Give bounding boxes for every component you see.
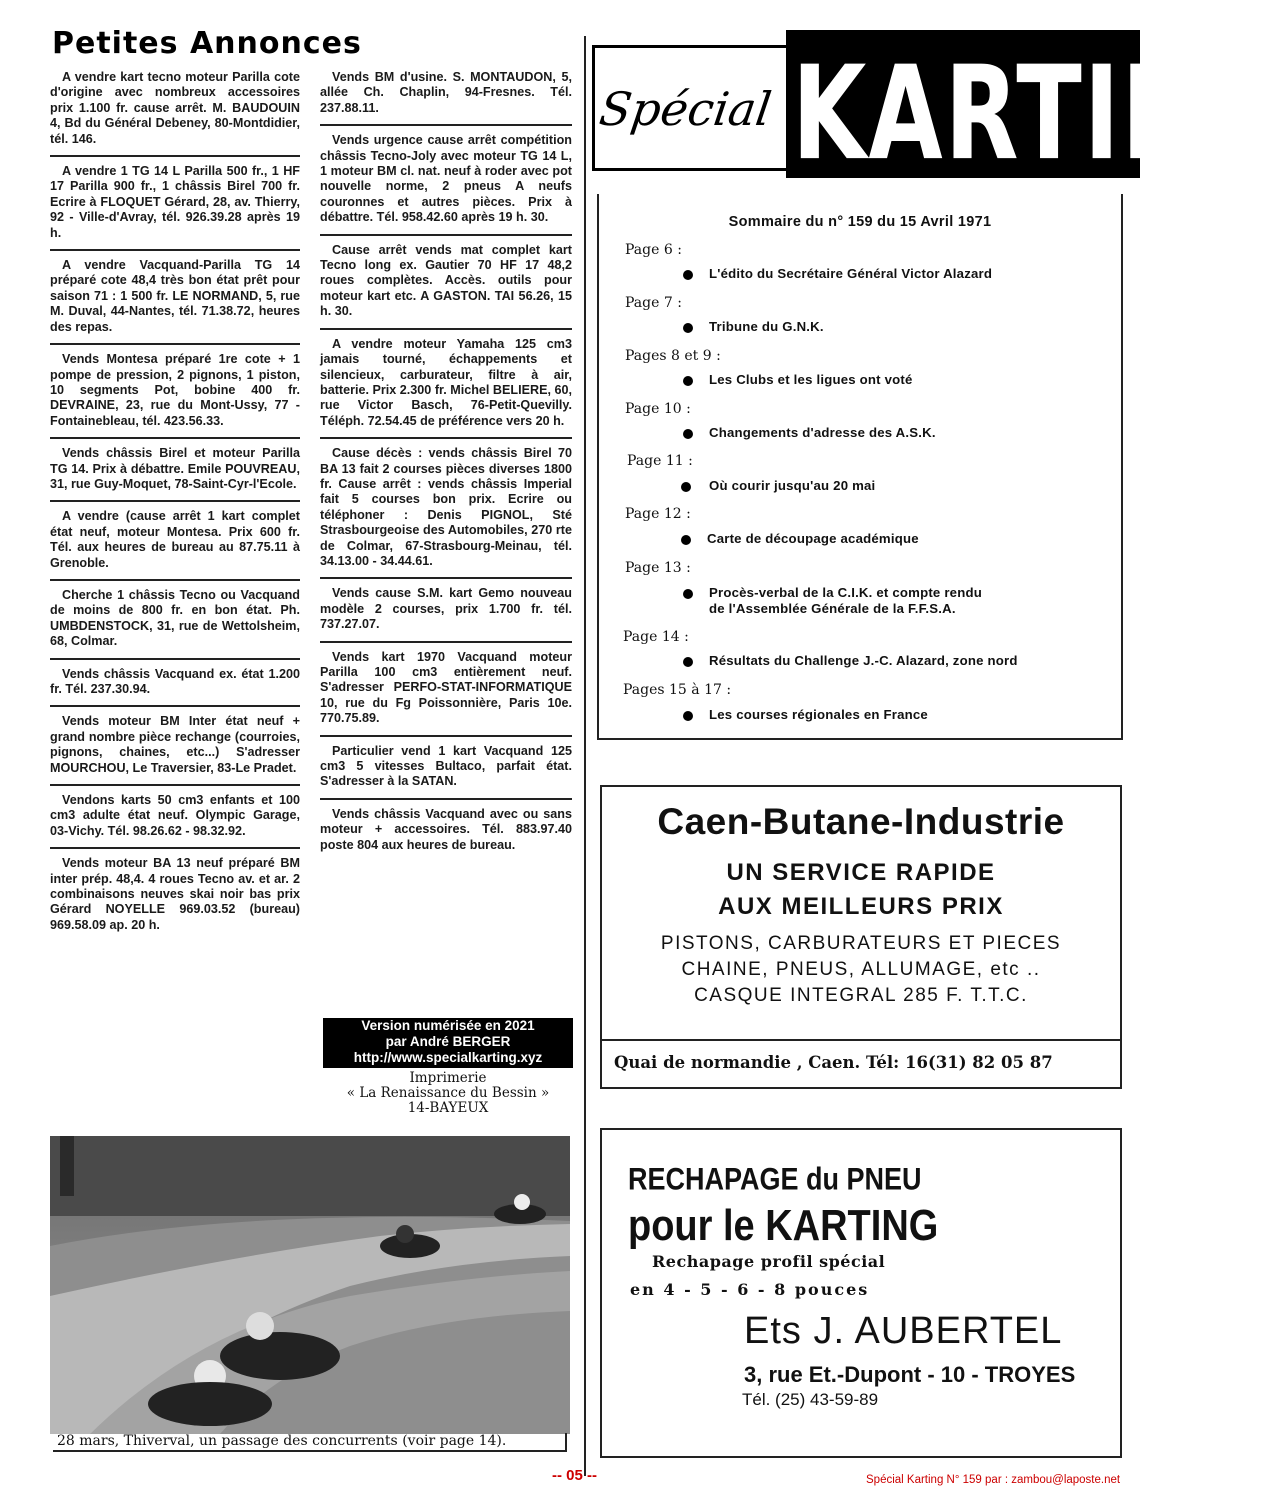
toc-item: L'édito du Secrétaire Général Victor Alazard — [709, 266, 993, 281]
classified-ad: A vendre Vacquand-Parilla TG 14 préparé cote 48,4 très bon état prêt pour saison 71 : 1 500 fr. LE NORMAND, 5, rue M. Duval, 44-Nantes, tél. 71.38.72, heures des repas. — [50, 258, 300, 345]
ads-column-middle — [320, 70, 572, 868]
caen-line: PISTONS, CARBURATEURS ET PIECES — [660, 933, 1062, 954]
classified-ad: Cause arrêt vends mat complet kart Tecno long ex. Gautier 70 HF 17 48,2 roues complètes. Accès. outils pour moteur kart etc. A GASTON. TAI 56.26, 15 h. 30. — [320, 243, 572, 330]
rechapage-street: 3, rue Et.-Dupont - 10 - TROYES — [744, 1362, 1076, 1387]
caen-company-name: Caen-Butane-Industrie — [657, 801, 1065, 842]
masthead — [592, 30, 1285, 190]
bullet-icon — [681, 482, 691, 492]
toc-page: Page 6 : — [625, 242, 682, 258]
classified-ad: Vends châssis Vacquand avec ou sans moteur + accessoires. Tél. 883.97.40 poste 804 aux heures de bureau. — [320, 806, 572, 852]
printer-credit — [323, 1071, 573, 1116]
printer-line: « La Renaissance du Bessin » — [346, 1085, 550, 1101]
bullet-icon — [683, 429, 693, 439]
rechapage-subline: Rechapage profil spécial — [652, 1252, 886, 1271]
rechapage-sizes: en 4 - 5 - 6 - 8 pouces — [630, 1280, 870, 1299]
credit-link[interactable]: http://www.specialkarting.xyz — [353, 1050, 543, 1065]
classified-ad: A vendre kart tecno moteur Parilla cote d'origine avec nombreux accessoires prix 1.100 fr. cause arrêt. M. BAUDOUIN 4, Bd du Général Debeney, 80-Montdidier, tél. 146. — [50, 70, 300, 157]
column-divider — [584, 36, 586, 1476]
footer-credit: Spécial Karting N° 159 par : zambou@laposte.net — [866, 1474, 1121, 1486]
classified-ad: Vends moteur BA 13 neuf préparé BM inter prép. 48,4. 4 roues Tecno av. et ar. 2 combinaisons neuves skai noir bas prix Gérard NOYELLE 969.03.52 (bureau) 969.58.09 ap. 20 h. — [50, 856, 300, 932]
toc-page: Page 7 : — [625, 295, 682, 311]
caen-line: CASQUE INTEGRAL 285 F. T.T.C. — [694, 985, 1028, 1006]
caen-line: AUX MEILLEURS PRIX — [718, 893, 1004, 920]
digitization-credit — [323, 1018, 573, 1068]
toc-page: Page 12 : — [625, 506, 691, 522]
bullet-icon — [683, 376, 693, 386]
classified-ad: Vends châssis Vacquand ex. état 1.200 fr. Tél. 237.30.94. — [50, 667, 300, 708]
classified-ad: Vendons karts 50 cm3 enfants et 100 cm3 adulte état neuf. Olympic Garage, 03-Vichy. Tél. 98.26.62 - 98.32.92. — [50, 793, 300, 849]
toc-item: Carte de découpage académique — [707, 531, 919, 546]
rechapage-phone: Tél. (25) 43-59-89 — [742, 1390, 879, 1409]
toc-item: Résultats du Challenge J.-C. Alazard, zone nord — [709, 653, 1018, 668]
masthead-karting: KARTING — [792, 38, 1285, 190]
caen-address: Quai de normandie , Caen. Tél: 16(31) 82 05 87 — [614, 1053, 1053, 1072]
toc-item: Les courses régionales en France — [709, 707, 928, 722]
credit-line: Version numérisée en 2021 — [361, 1018, 535, 1033]
toc-page: Pages 8 et 9 : — [625, 348, 721, 364]
kart-race-image — [50, 1136, 570, 1434]
toc-item-continued: de l'Assemblée Générale de la F.F.S.A. — [709, 601, 956, 616]
toc-item: Où courir jusqu'au 20 mai — [709, 478, 876, 493]
rechapage-headline-2: pour le KARTING — [628, 1202, 939, 1251]
toc-page: Page 11 : — [627, 453, 693, 469]
credit-line: par André BERGER — [385, 1034, 511, 1049]
classified-ad: Vends Montesa préparé 1re cote + 1 pompe de pression, 2 pignons, 1 piston, 10 segments Pot, bobine 400 fr. DEVRAINE, 23, rue du Mont-Ussy, 77 - Fontainebleau, tél. 423.56.33. — [50, 352, 300, 439]
classified-ad: A vendre 1 TG 14 L Parilla 500 fr., 1 HF 17 Parilla 900 fr., 1 châssis Birel 700 fr. Ecrire à FLOQUET Gérard, 28, av. Thierry, 92 - Ville-d'Avray, tél. 926.39.28 après 19 h. — [50, 164, 300, 251]
toc-item: Tribune du G.N.K. — [709, 319, 824, 334]
caen-divider — [602, 1039, 1120, 1041]
toc-item: Procès-verbal de la C.I.K. et compte rendu — [709, 585, 982, 600]
rechapage-headline: RECHAPAGE du PNEU — [628, 1162, 922, 1197]
classified-ad: A vendre (cause arrêt 1 kart complet état neuf, moteur Montesa. Prix 600 fr. Tél. aux heures de bureau au 87.75.11 à Grenoble. — [50, 509, 300, 581]
toc-page: Pages 15 à 17 : — [623, 682, 732, 698]
rechapage-ad — [600, 1128, 1122, 1458]
race-photo — [50, 1136, 570, 1434]
classified-ad: Cause décès : vends châssis Birel 70 BA 13 fait 2 courses pièces diverses 1800 fr. Cause arrêt : vends châssis Imperial fait 5 courses bon prix. Ecrire ou téléphoner : Denis PIGNOL, Sté Strasbourgeoise des Automobiles, 270 rte de Colmar, 67-Strasbourg-Meinau, tél. 34.13.00 - 34.44.61. — [320, 446, 572, 579]
classified-ad: Vends BM d'usine. S. MONTAUDON, 5, allée Ch. Chaplin, 94-Fresnes. Tél. 237.88.11. — [320, 70, 572, 126]
classified-ad: Vends cause S.M. kart Gemo nouveau modèle 2 courses, prix 1.700 fr. tél. 737.27.07. — [320, 586, 572, 642]
toc-item: Les Clubs et les ligues ont voté — [709, 372, 913, 387]
toc-item: Changements d'adresse des A.S.K. — [709, 425, 936, 440]
page-heading: Petites Annonces — [52, 26, 362, 61]
toc-page: Page 10 : — [625, 401, 691, 417]
classified-ad: Vends kart 1970 Vacquand moteur Parilla 100 cm3 entièrement neuf. S'adresser PERFO-STAT-INFORMATIQUE 10, rue du Fg Poissonnière, Paris 10e. 770.75.89. — [320, 650, 572, 737]
caen-line: UN SERVICE RAPIDE — [726, 859, 996, 886]
toc-title: Sommaire du n° 159 du 15 Avril 1971 — [728, 214, 992, 230]
bullet-icon — [683, 711, 693, 721]
printer-line: 14-BAYEUX — [407, 1100, 489, 1116]
classified-ad: Vends moteur BM Inter état neuf + grand nombre pièce rechange (courroies, pignons, chaines, etc...) S'adresser MOURCHOU, Le Traversier, 83-Le Pradet. — [50, 714, 300, 786]
classified-ad: Particulier vend 1 kart Vacquand 125 cm3 5 vitesses Bultaco, parfait état. S'adresser à la SATAN. — [320, 744, 572, 800]
classified-ad: A vendre moteur Yamaha 125 cm3 jamais tourné, échappements et silencieux, carburateur, filtre à air, batterie. Prix 2.300 fr. Michel BELIERE, 60, rue Victor Basch, 76-Petit-Quevilly. Téléph. 72.54.45 de préférence vers 20 h. — [320, 337, 572, 439]
toc-page: Page 13 : — [625, 560, 691, 576]
page-number: -- 05 -- — [552, 1467, 597, 1484]
bullet-icon — [683, 323, 693, 333]
bullet-icon — [681, 535, 691, 545]
masthead-special: Spécial — [596, 82, 775, 136]
rechapage-company: Ets J. AUBERTEL — [744, 1310, 1063, 1352]
caen-butane-ad — [600, 785, 1122, 1089]
table-of-contents — [597, 194, 1123, 740]
classified-ad: Cherche 1 châssis Tecno ou Vacquand de moins de 800 fr. en bon état. Ph. UMBDENSTOCK, 31, rue de Wettolsheim, 68, Colmar. — [50, 588, 300, 660]
classified-ad: Vends urgence cause arrêt compétition châssis Tecno-Joly avec moteur TG 14 L, 1 moteur BM cl. nat. neuf à roder avec pot nouvelle norme, 2 pneus A neufs couronnes et autres pièces. Prix à débattre. Tél. 958.42.60 après 19 h. 30. — [320, 133, 572, 235]
classified-ad: Vends châssis Birel et moteur Parilla TG 14. Prix à débattre. Emile POUVREAU, 31, rue Guy-Moquet, 78-Saint-Cyr-l'Ecole. — [50, 446, 300, 502]
bullet-icon — [683, 270, 693, 280]
caen-line: CHAINE, PNEUS, ALLUMAGE, etc .. — [681, 959, 1041, 980]
bullet-icon — [683, 657, 693, 667]
toc-page: Page 14 : — [623, 629, 689, 645]
bullet-icon — [683, 589, 693, 599]
printer-line: Imprimerie — [409, 1070, 487, 1086]
photo-caption: 28 mars, Thiverval, un passage des concurrents (voir page 14). — [53, 1433, 567, 1452]
ads-column-left — [50, 70, 300, 948]
